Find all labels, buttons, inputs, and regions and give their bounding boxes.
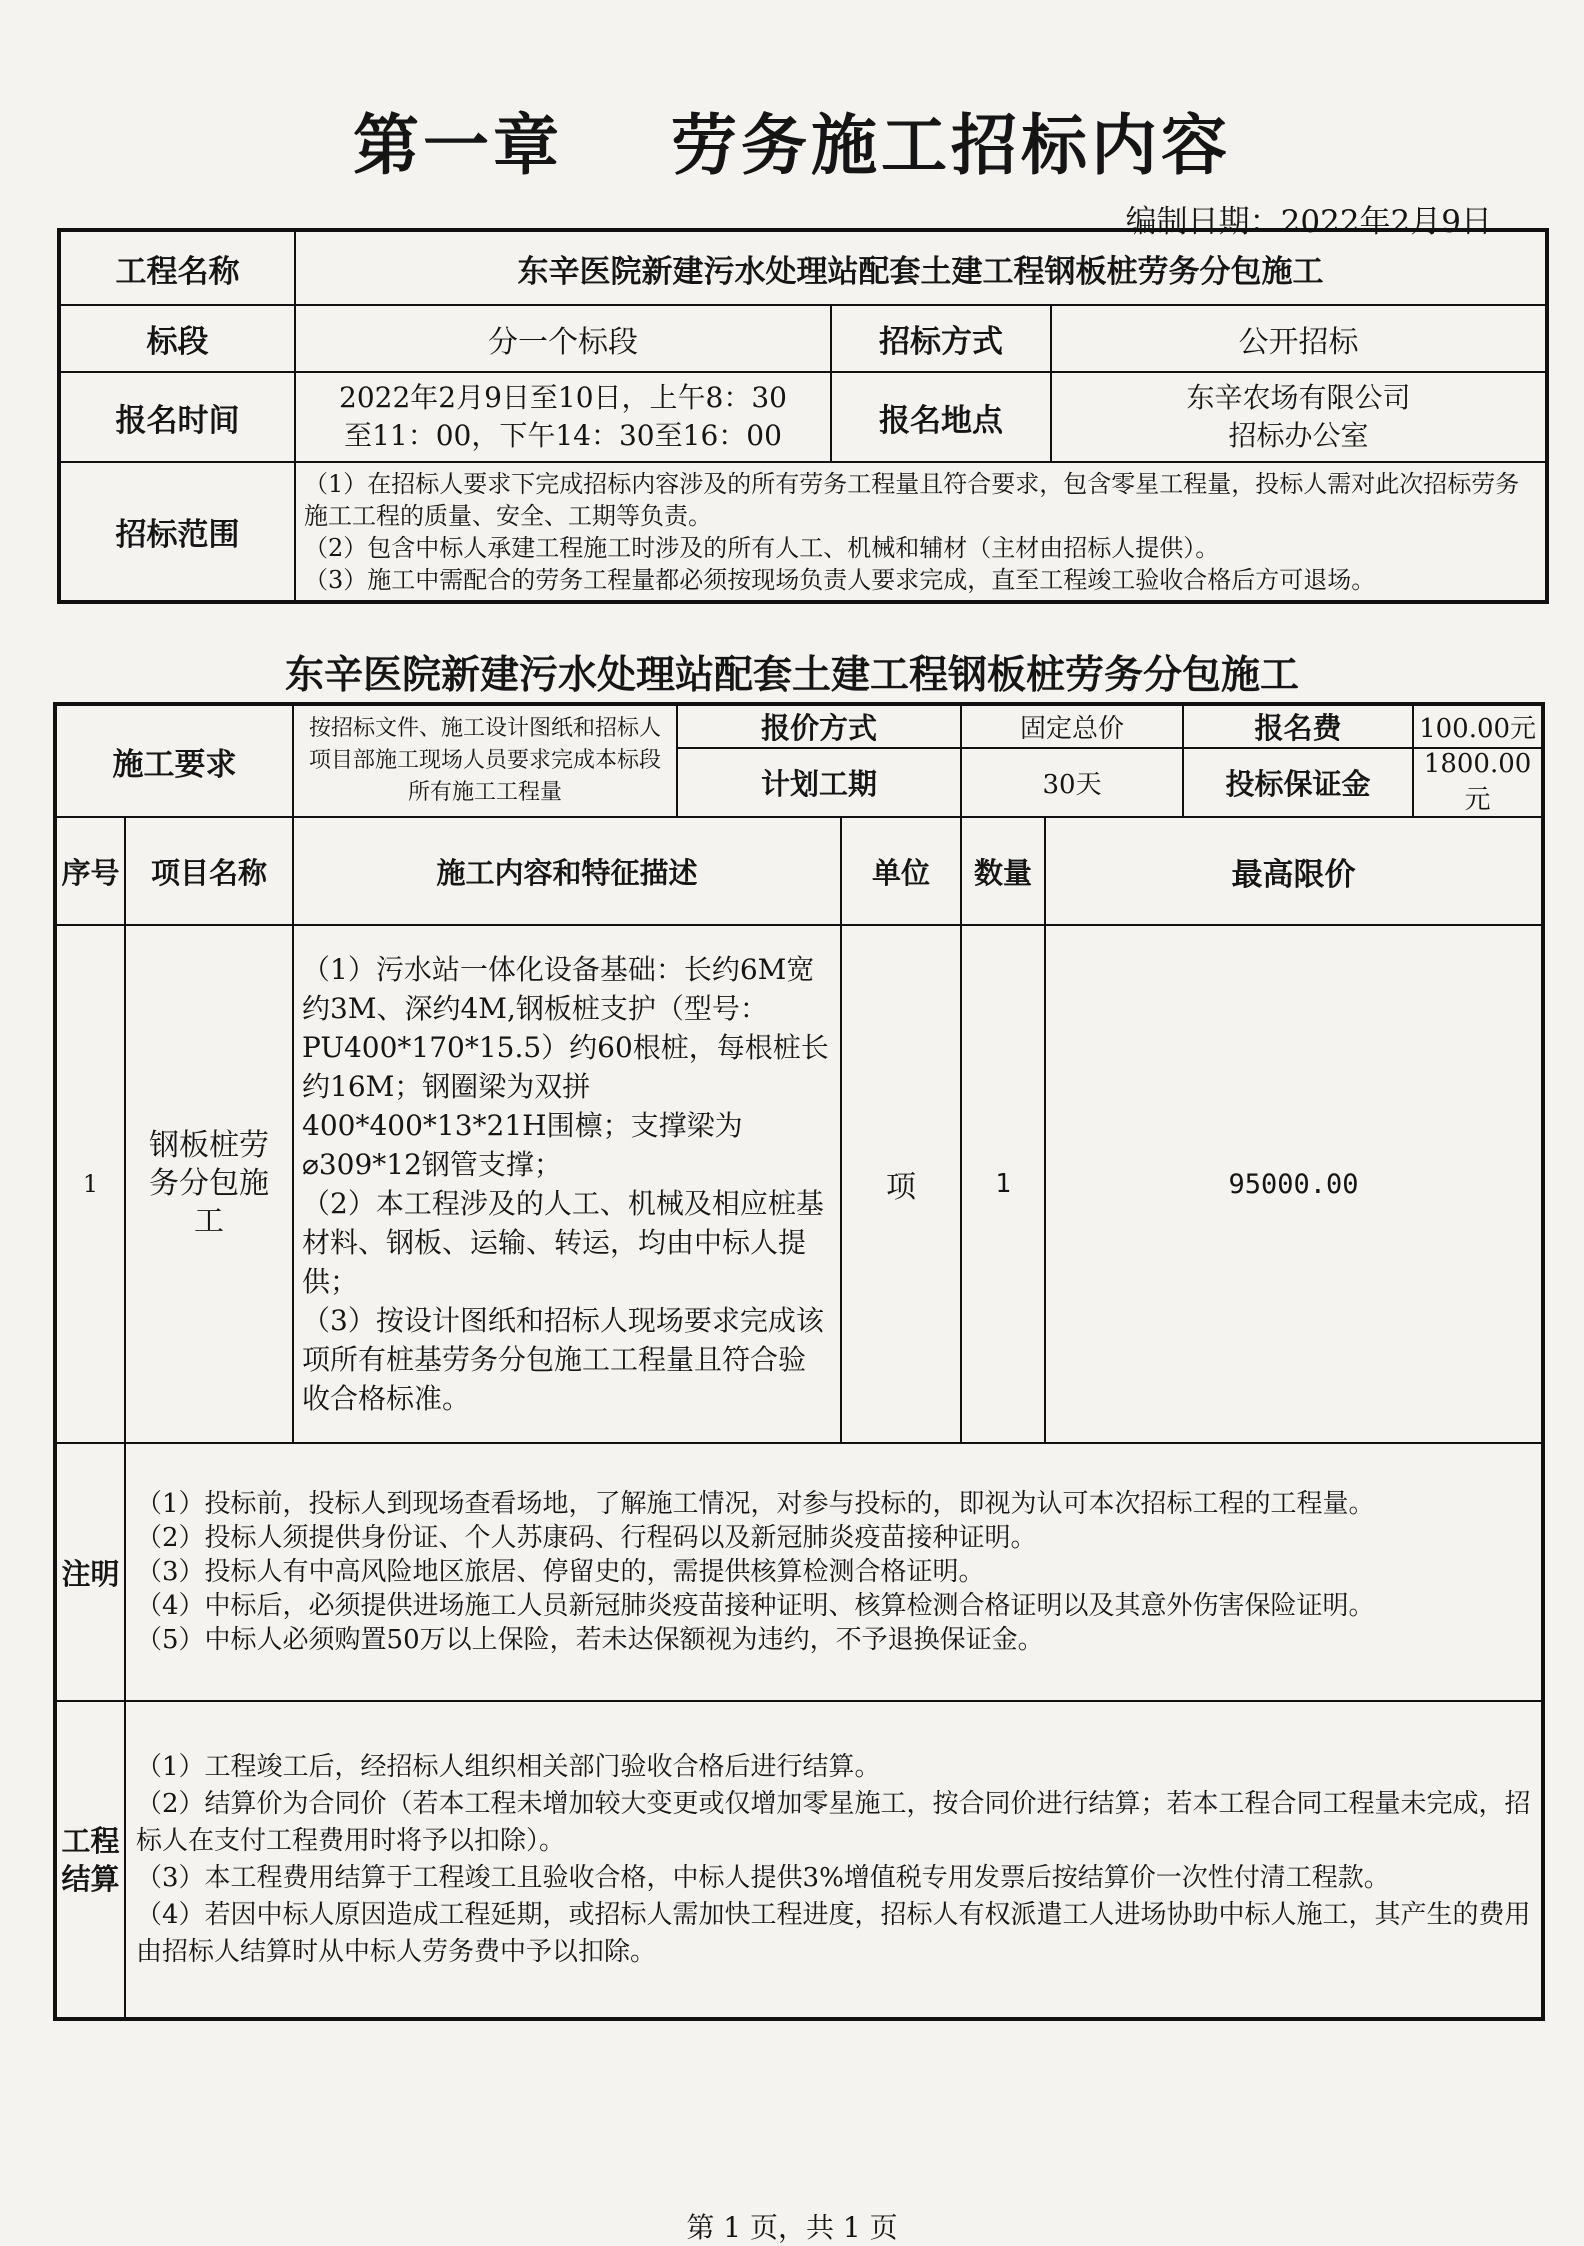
- quote-method-value: 固定总价: [961, 704, 1183, 748]
- registration-place-label: 报名地点: [831, 372, 1051, 462]
- scope-content: [295, 462, 1547, 602]
- row-quantity: 1: [961, 925, 1045, 1443]
- note-line: （2）投标人须提供身份证、个人苏康码、行程码以及新冠肺炎疫苗接种证明。: [136, 1523, 1037, 1553]
- note-line: （1）投标前，投标人到现场查看场地，了解施工情况，对参与投标的，即视为认可本次招标工程的工程量。: [136, 1489, 1375, 1519]
- row-max-price: 95000.00: [1045, 925, 1543, 1443]
- bid-deposit-value: 1800.00元: [1413, 748, 1543, 817]
- planned-period-label: 计划工期: [677, 748, 961, 817]
- registration-time-label: 报名时间: [59, 372, 295, 462]
- planned-period-value: 30天: [961, 748, 1183, 817]
- project-name-value: 东辛医院新建污水处理站配套土建工程钢板桩劳务分包施工: [295, 230, 1547, 305]
- scope-line: （2）包含中标人承建工程施工时涉及的所有人工、机械和辅材（主材由招标人提供）。: [304, 533, 1220, 562]
- registration-place-line: 招标办公室: [1228, 419, 1369, 452]
- row-description: [293, 925, 841, 1443]
- bid-method-value: 公开招标: [1051, 305, 1547, 372]
- registration-fee-label: 报名费: [1183, 704, 1413, 748]
- notes-content: [125, 1443, 1543, 1701]
- section-label: 标段: [59, 305, 295, 372]
- header-description: 施工内容和特征描述: [293, 817, 841, 925]
- registration-fee-value: 100.00元: [1413, 704, 1543, 748]
- header-item-name: 项目名称: [125, 817, 293, 925]
- scope-line: （3）施工中需配合的劳务工程量都必须按现场负责人要求完成，直至工程竣工验收合格后方可退场。: [304, 565, 1376, 594]
- settlement-line: （4）若因中标人原因造成工程延期，或招标人需加快工程进度，招标人有权派遣工人进场协助中标人施工，其产生的费用由招标人结算时从中标人劳务费中予以扣除。: [136, 1899, 1531, 1967]
- row-unit: 项: [841, 925, 961, 1443]
- header-max-price: 最高限价: [1045, 817, 1543, 925]
- registration-time-line: 至11：00，下午14：30至16：00: [344, 419, 782, 452]
- registration-time-value: [295, 372, 831, 462]
- construction-table: [53, 702, 1545, 2021]
- note-line: （4）中标后，必须提供进场施工人员新冠肺炎疫苗接种证明、核算检测合格证明以及其意外伤害保险证明。: [136, 1591, 1375, 1621]
- settlement-label: 工程结算: [55, 1701, 125, 2019]
- document-title: 第一章 劳务施工招标内容: [353, 106, 1231, 184]
- header-quantity: 数量: [961, 817, 1045, 925]
- requirement-text: 按招标文件、施工设计图纸和招标人项目部施工现场人员要求完成本标段所有施工工程量: [293, 704, 677, 817]
- settlement-line: （1）工程竣工后，经招标人组织相关部门验收合格后进行结算。: [136, 1751, 881, 1782]
- project-name-label: 工程名称: [59, 230, 295, 305]
- tender-info-table: [57, 228, 1549, 604]
- bid-deposit-label: 投标保证金: [1183, 748, 1413, 817]
- notes-label: 注明: [55, 1443, 125, 1701]
- description-line: （1）污水站一体化设备基础：长约6M宽约3M、深约4M,钢板桩支护（型号：PU400*170*15.5）约60根桩，每根桩长约16M；钢圈梁为双拼400*400*13*21H围檩；支撑梁为⌀309*12钢管支撑；: [302, 953, 829, 1181]
- scope-label: 招标范围: [59, 462, 295, 602]
- row-seq: 1: [55, 925, 125, 1443]
- header-unit: 单位: [841, 817, 961, 925]
- settlement-line: （2）结算价为合同价（若本工程未增加较大变更或仅增加零星施工，按合同价进行结算；若本工程合同工程量未完成，招标人在支付工程费用时将予以扣除）。: [136, 1788, 1531, 1856]
- registration-place-value: [1051, 372, 1547, 462]
- row-item-name: 钢板桩劳务分包施工: [125, 925, 293, 1443]
- note-line: （5）中标人必须购置50万以上保险，若未达保额视为违约，不予退换保证金。: [136, 1625, 1044, 1655]
- settlement-line: （3）本工程费用结算于工程竣工且验收合格，中标人提供3%增值税专用发票后按结算价一次性付清工程款。: [136, 1862, 1390, 1893]
- settlement-content: [125, 1701, 1543, 2019]
- page-number: 第 1 页，共 1 页: [686, 2211, 898, 2244]
- description-line: （3）按设计图纸和招标人现场要求完成该项所有桩基劳务分包施工工程量且符合验收合格标准。: [302, 1304, 824, 1415]
- description-line: （2）本工程涉及的人工、机械及相应桩基材料、钢板、运输、转运，均由中标人提供；: [302, 1187, 824, 1298]
- registration-place-line: 东辛农场有限公司: [1186, 381, 1411, 414]
- registration-time-line: 2022年2月9日至10日，上午8：30: [339, 381, 787, 414]
- quote-method-label: 报价方式: [677, 704, 961, 748]
- bid-method-label: 招标方式: [831, 305, 1051, 372]
- section-title: 东辛医院新建污水处理站配套土建工程钢板桩劳务分包施工: [284, 652, 1299, 698]
- scope-line: （1）在招标人要求下完成招标内容涉及的所有劳务工程量且符合要求，包含零星工程量，投标人需对此次招标劳务施工工程的质量、安全、工期等负责。: [304, 469, 1520, 530]
- note-line: （3）投标人有中高风险地区旅居、停留史的，需提供核算检测合格证明。: [136, 1557, 985, 1587]
- requirement-label: 施工要求: [55, 704, 293, 817]
- compile-date: 编制日期：2022年2月9日: [1125, 204, 1492, 240]
- section-value: 分一个标段: [295, 305, 831, 372]
- header-seq: 序号: [55, 817, 125, 925]
